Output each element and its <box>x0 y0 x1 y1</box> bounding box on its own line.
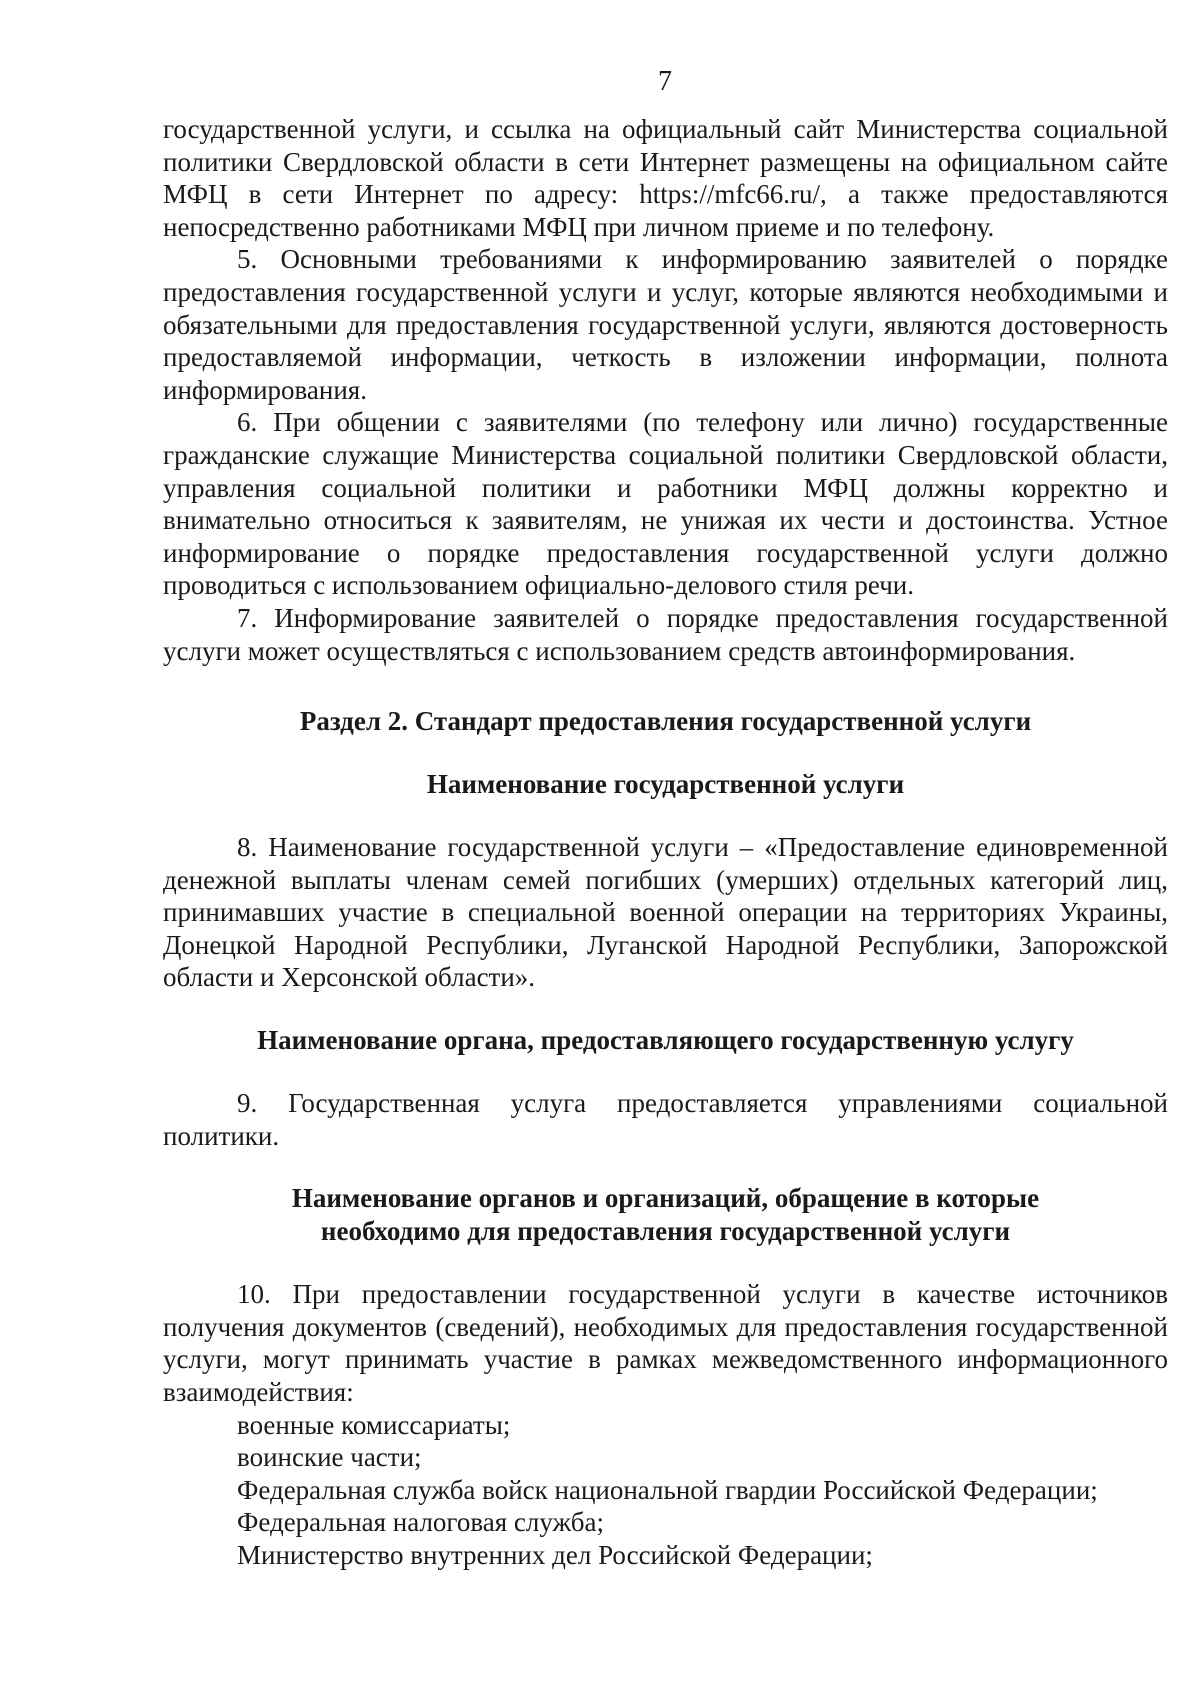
list-item: Министерство внутренних дел Российской Федерации; <box>237 1540 873 1570</box>
list-item: военные комиссариаты; <box>237 1409 511 1440</box>
paragraph-continuation: государственной услуги, и ссылка на официальный сайт Министерства социальной политики Свердловской области в сети Интернет размещены на официальном сайте МФЦ в сети Интернет по адресу: https://mfc66.ru/, а также предоставляются непосредственно работниками МФЦ при личном приеме и по телефону. <box>163 114 1168 242</box>
page-number: 7 <box>658 66 672 97</box>
paragraph-8: 8. Наименование государственной услуги – «Предоставление единовременной денежной выплаты членам семей погибших (умерших) отдельных категорий лиц, принимавших участие в специальной военной операции на территориях Украины, Донецкой Народной Республики, Луганской Народной Республики, Запорожской области и Херсонской области». <box>163 832 1168 993</box>
provider-heading: Наименование органа, предоставляющего государственную услугу <box>257 1025 1074 1056</box>
paragraph-7: 7. Информирование заявителей о порядке предоставления государственной услуги может осуществляться с использованием средств автоинформирования. <box>163 602 1168 666</box>
list-item: Федеральная налоговая служба; <box>237 1507 605 1538</box>
organizations-heading <box>163 1182 1168 1248</box>
section-2-heading: Раздел 2. Стандарт предоставления государственной услуги <box>299 706 1032 737</box>
organizations-list <box>163 1409 1168 1572</box>
service-name-heading: Наименование государственной услуги <box>426 769 905 800</box>
paragraph-10: 10. При предоставлении государственной услуги в качестве источников получения документов (сведений), необходимых для предоставления государственной услуги, могут принимать участие в рамках межведомственного информационного взаимодействия: <box>163 1279 1168 1408</box>
list-item: воинские части; <box>237 1442 422 1473</box>
paragraph-9: 9. Государственная услуга предоставляется управлениями социальной политики. <box>163 1088 1168 1151</box>
organizations-heading-line-1: Наименование органов и организаций, обращение в которые <box>291 1183 1040 1214</box>
paragraph-5: 5. Основными требованиями к информированию заявителей о порядке предоставления государственной услуги и услуг, которые являются необходимыми и обязательными для предоставления государственной услуги, являются достоверность предоставляемой информации, четкость в изложении информации, полнота информирования. <box>163 244 1168 405</box>
organizations-heading-line-2: необходимо для предоставления государственной услуги <box>320 1216 1011 1247</box>
document-body <box>163 113 1168 1572</box>
paragraph-6: 6. При общении с заявителями (по телефону или лично) государственные гражданские служащие Министерства социальной политики Свердловской области, управления социальной политики и работники МФЦ должны корректно и внимательно относиться к заявителям, не унижая их чести и достоинства. Устное информирование о порядке предоставления государственной услуги должно проводиться с использованием официально-делового стиля речи. <box>163 407 1168 601</box>
list-item: Федеральная служба войск национальной гвардии Российской Федерации; <box>237 1474 1098 1505</box>
